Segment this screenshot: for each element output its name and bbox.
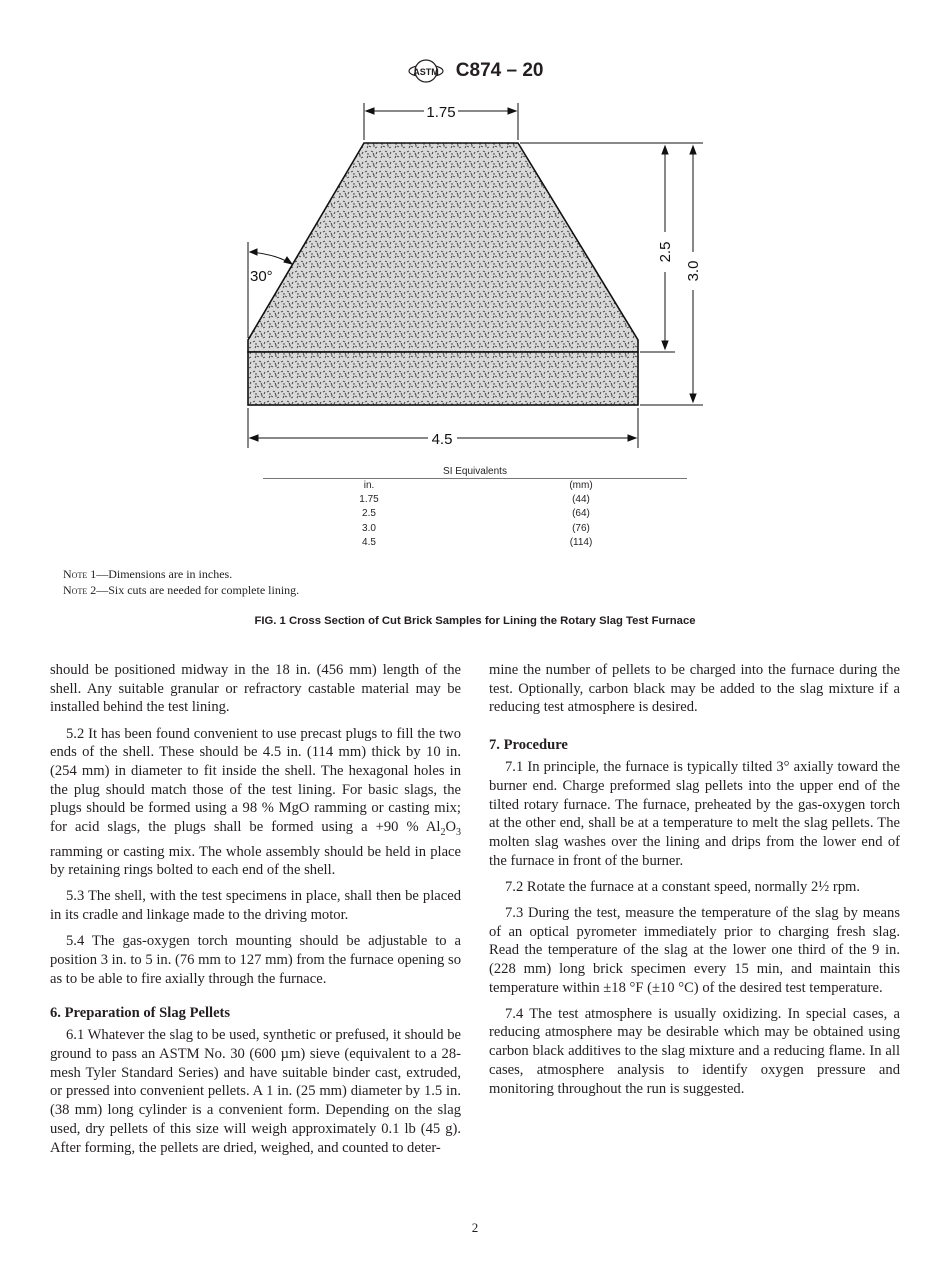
paragraph-7-3: 7.3 During the test, measure the temperature of the slag by means of an optical pyrometer immediately prior to charging fresh slag. Read the temperature of the slag at the lower one third of the 9 in. (228 mm) long brick specimen every 15 min, and maintain this temperature within ±18 °F (±10 °C) of the desired test temperature. (489, 904, 900, 996)
astm-logo (407, 58, 445, 84)
cell-in: 2.5 (362, 508, 376, 520)
paragraph-6-1: 6.1 Whatever the slag to be used, synthetic or prefused, it should be ground to pass an ASTM No. 30 (600 µm) sieve (equivalent to a 28-mesh Tyler Standard Series) and have suitable binder cast, extruded, or pressed into convenient pellets. A 1 in. (25 mm) diameter by 1.5 in. (38 mm) long cylinder is a convenient form. Depending on the slag used, dry pellets of this size will weigh approximately 0.1 lb (45 g). After forming, the pellets are dried, weighed, and counted to deter- (50, 1027, 461, 1156)
cell-mm: (64) (572, 508, 590, 520)
paragraph-5-2 (50, 725, 461, 881)
dim-slope-height: 2.5 (657, 241, 674, 263)
cell-mm: (114) (569, 536, 593, 548)
cell-mm: (44) (572, 494, 590, 506)
p52-text-end: ramming or casting mix. The whole assembly should be held in place by retaining rings bolted to each end of the shell. (50, 843, 461, 879)
header-mm: (mm) (569, 480, 593, 491)
figure-notes (63, 566, 299, 598)
paragraph-7-1: 7.1 In principle, the furnace is typically tilted 3° axially toward the burner end. Charge preformed slag pellets into the upper end of the tilted rotary furnace. The furnace, preheated by the gas-oxygen torch at the other end, shall be at a temperature to melt the slag pellets. The molten slag washes over the lining and drips from the lower end of the furnace in front of the burner. (489, 759, 900, 869)
subscript: 2 (440, 826, 446, 838)
header-in: in. (363, 480, 375, 491)
paragraph-continued: should be positioned midway in the 18 in. (456 mm) length of the shell. Any suitable granular or refractory castable material may be installed behind the test lining. (50, 662, 461, 716)
designation: C874 – 20 (455, 60, 544, 81)
page-header (0, 58, 950, 84)
right-column (489, 661, 900, 1106)
si-equivalents-table (263, 466, 687, 550)
note-label: Note (63, 583, 88, 597)
brick-shape (248, 143, 638, 405)
note-label: Note (63, 567, 88, 581)
note-2 (63, 582, 299, 598)
dim-total-height: 3.0 (685, 260, 702, 282)
paragraph-5-4: 5.4 The gas-oxygen torch mounting should be adjustable to a position 3 in. to 5 in. (76 mm to 127 mm) from the furnace opening so as to be able to fire axially through the furnace. (50, 933, 461, 987)
svg-text:ASTM: ASTM (412, 67, 439, 77)
table-header-row (263, 479, 687, 493)
figure-caption: FIG. 1 Cross Section of Cut Brick Samples for Lining the Rotary Slag Test Furnace (254, 615, 696, 627)
p52-text: 5.2 It has been found convenient to use precast plugs to fill the two ends of the shell. These should be 4.5 in. (114 mm) thick by 10 in. (254 mm) in diameter to fit inside the shell. The hexagonal holes in the plug should match those of the test lining. For basic slags, the plugs should be formed using a 98 % MgO ramming or casting mix; for acid slags, the plugs shall be formed using a +90 % Al (50, 725, 461, 836)
left-column (50, 661, 461, 1165)
table-row (263, 507, 687, 521)
note-text: 1—Dimensions are in inches. (87, 567, 233, 581)
table-row (263, 493, 687, 507)
paragraph-continued: mine the number of pellets to be charged into the furnace during the test. Optionally, carbon black may be added to the slag mixture if a reducing test atmosphere is desired. (489, 662, 900, 716)
table-row (263, 522, 687, 536)
section-heading-6: 6. Preparation of Slag Pellets (50, 1005, 231, 1022)
p52-o: O (445, 819, 456, 836)
brick-cross-section-figure (0, 90, 950, 460)
section-heading-7: 7. Procedure (489, 737, 568, 754)
cell-mm: (76) (572, 522, 590, 534)
dim-base-width: 4.5 (431, 431, 453, 448)
si-table-caption: SI Equivalents (263, 466, 687, 479)
paragraph-7-4: 7.4 The test atmosphere is usually oxidizing. In special cases, a reducing atmosphere may be desirable which may be obtained using carbon black additives to the slag mixture and a reducing flame. In all cases, atmosphere analysis to identify oxygen pressure and monitoring throughout the run is suggested. (489, 1005, 900, 1097)
dim-angle: 30° (250, 268, 273, 285)
page-number: 2 (471, 1220, 479, 1235)
note-1 (63, 566, 299, 582)
cell-in: 3.0 (362, 522, 376, 534)
cell-in: 1.75 (359, 494, 379, 506)
cell-in: 4.5 (362, 536, 376, 548)
dim-top-width: 1.75 (426, 104, 456, 121)
table-row (263, 536, 687, 550)
paragraph-5-3: 5.3 The shell, with the test specimens in place, shall then be placed in its cradle and linkage made to the driving motor. (50, 888, 461, 924)
paragraph-7-2: 7.2 Rotate the furnace at a constant speed, normally 2½ rpm. (505, 878, 861, 895)
subscript: 3 (456, 826, 461, 838)
note-text: 2—Six cuts are needed for complete lining. (87, 583, 300, 597)
